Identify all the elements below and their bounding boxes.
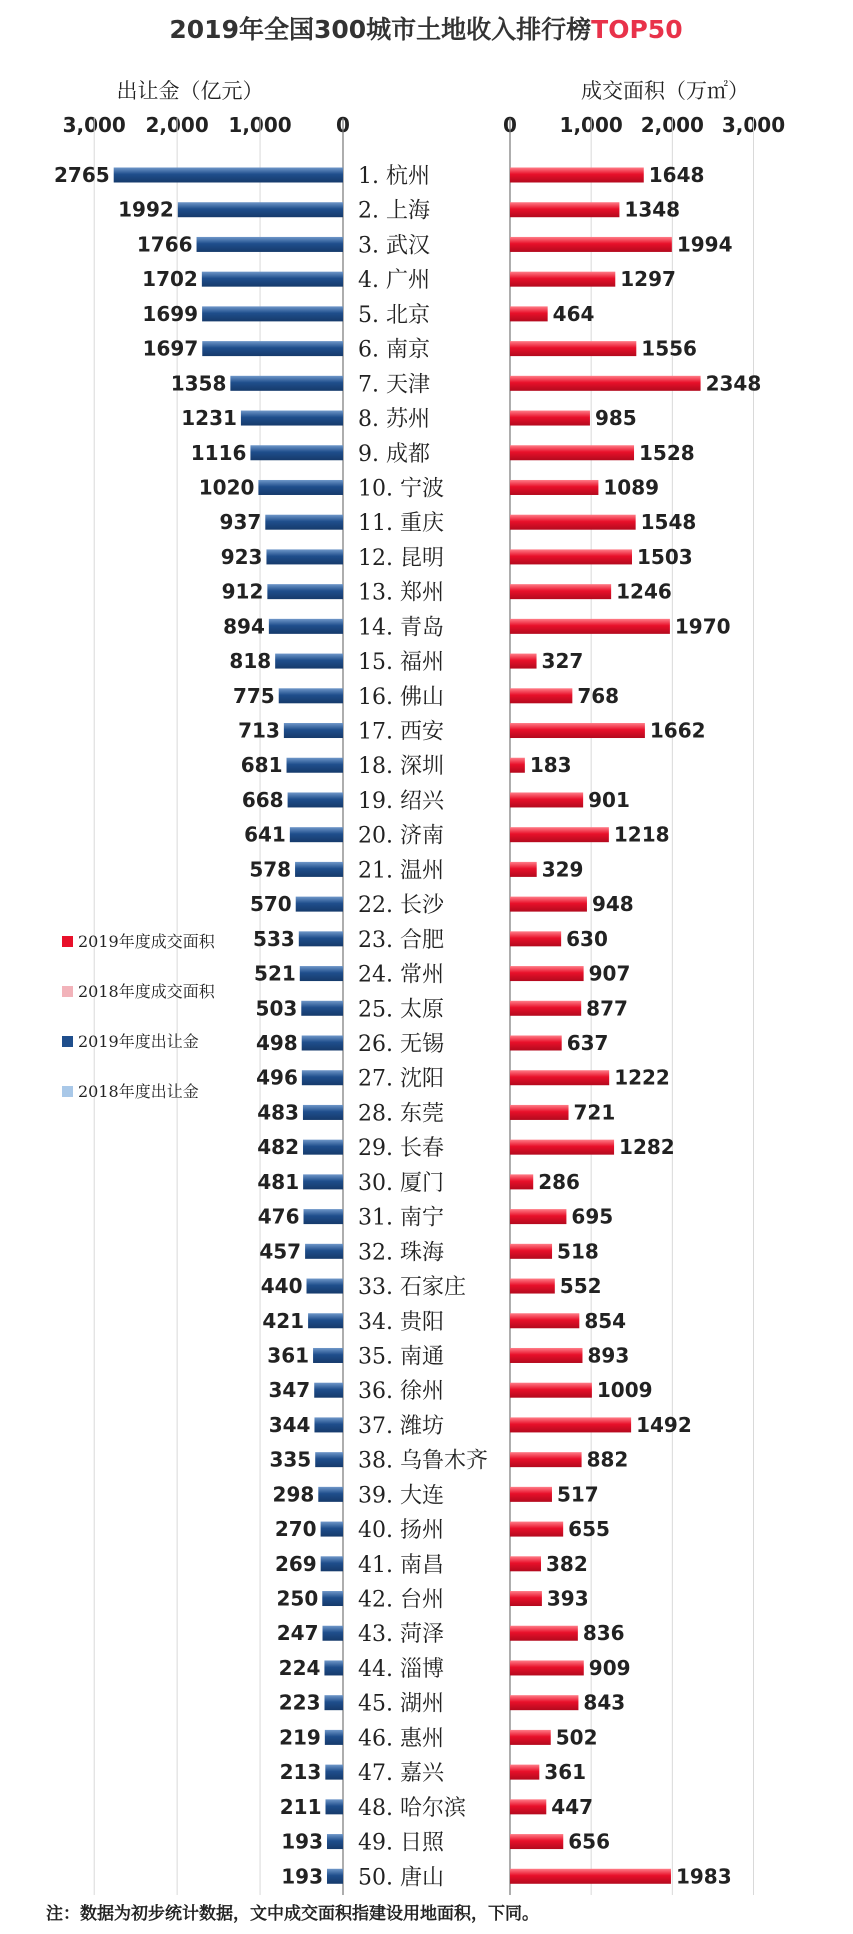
area-bar xyxy=(510,1174,533,1189)
city-label: 22. 长沙 xyxy=(358,893,444,919)
city-label: 27. 沈阳 xyxy=(358,1066,444,1092)
revenue-bar xyxy=(258,480,343,495)
city-label: 32. 珠海 xyxy=(358,1240,444,1266)
area-value-label: 768 xyxy=(577,683,620,708)
area-bar xyxy=(510,1417,631,1432)
area-value-label: 721 xyxy=(573,1100,616,1125)
city-label: 41. 南昌 xyxy=(358,1552,444,1578)
revenue-value-label: 1699 xyxy=(142,301,199,326)
revenue-bar xyxy=(304,1209,343,1224)
revenue-value-label: 498 xyxy=(255,1031,298,1055)
city-label: 13. 郑州 xyxy=(358,580,444,606)
revenue-value-label: 211 xyxy=(279,1794,322,1819)
revenue-value-label: 193 xyxy=(281,1864,323,1889)
left-axis-title: 出让金（亿元） xyxy=(116,79,264,103)
revenue-bar xyxy=(325,1695,343,1710)
revenue-bar xyxy=(300,966,343,981)
area-value-label: 1222 xyxy=(614,1065,670,1090)
city-label: 47. 嘉兴 xyxy=(358,1761,444,1787)
area-value-label: 382 xyxy=(546,1551,588,1576)
city-label: 23. 合肥 xyxy=(358,927,444,953)
revenue-bar xyxy=(250,445,343,460)
area-value-label: 1282 xyxy=(619,1135,675,1160)
revenue-value-label: 1231 xyxy=(181,406,237,431)
area-value-label: 329 xyxy=(541,857,584,882)
revenue-bar xyxy=(302,1070,343,1085)
area-bar xyxy=(510,445,634,460)
revenue-value-label: 361 xyxy=(267,1343,310,1368)
revenue-bar xyxy=(202,341,343,356)
city-label: 36. 徐州 xyxy=(358,1379,444,1405)
revenue-bar xyxy=(202,306,343,321)
revenue-value-label: 344 xyxy=(268,1412,311,1437)
area-value-label: 518 xyxy=(557,1239,599,1264)
revenue-bar xyxy=(315,1452,343,1467)
left-tick-label: 0 xyxy=(336,113,350,137)
right-axis-ticks xyxy=(503,113,785,137)
area-bar xyxy=(510,723,645,738)
right-axis-title: 成交面积（万㎡） xyxy=(581,79,749,103)
revenue-value-label: 457 xyxy=(259,1239,302,1264)
city-label: 39. 大连 xyxy=(358,1483,444,1509)
area-value-label: 1089 xyxy=(603,475,660,500)
area-bar xyxy=(510,341,636,356)
revenue-bar xyxy=(302,1036,343,1051)
area-bar xyxy=(510,758,525,773)
area-bar xyxy=(510,1487,552,1502)
city-label: 14. 青岛 xyxy=(358,615,444,641)
city-label: 50. 唐山 xyxy=(358,1865,444,1891)
revenue-bar xyxy=(318,1487,343,1502)
area-value-label: 948 xyxy=(591,892,634,917)
area-value-label: 1662 xyxy=(649,718,706,743)
area-bar xyxy=(510,1556,541,1571)
area-value-label: 901 xyxy=(588,787,630,812)
area-value-label: 637 xyxy=(566,1031,609,1055)
revenue-value-label: 482 xyxy=(257,1135,300,1160)
area-bar xyxy=(510,168,644,183)
revenue-bar xyxy=(197,237,343,252)
area-bar xyxy=(510,1799,546,1814)
area-value-label: 1348 xyxy=(624,197,681,222)
area-value-label: 1983 xyxy=(675,1864,732,1889)
legend-swatch xyxy=(62,1036,73,1047)
area-bar xyxy=(510,1730,551,1745)
area-bar xyxy=(510,1695,578,1710)
revenue-bar xyxy=(321,1522,343,1537)
city-label: 28. 东莞 xyxy=(358,1101,444,1127)
revenue-bar xyxy=(178,202,343,217)
area-bar xyxy=(510,1279,555,1294)
revenue-value-label: 1020 xyxy=(198,475,255,500)
legend xyxy=(62,932,216,1101)
revenue-value-label: 219 xyxy=(279,1725,321,1750)
revenue-value-label: 912 xyxy=(221,579,264,604)
area-value-label: 1503 xyxy=(636,544,693,569)
area-value-label: 695 xyxy=(571,1204,614,1229)
city-label: 29. 长春 xyxy=(358,1136,444,1162)
revenue-value-label: 224 xyxy=(278,1655,321,1680)
area-bar xyxy=(510,584,611,599)
revenue-bar xyxy=(114,168,343,183)
city-label: 40. 扬州 xyxy=(358,1518,444,1544)
area-value-label: 393 xyxy=(546,1586,589,1611)
revenue-value-label: 250 xyxy=(276,1586,319,1611)
area-value-label: 1548 xyxy=(640,510,697,535)
area-value-label: 1528 xyxy=(639,440,695,465)
city-label: 26. 无锡 xyxy=(358,1032,444,1057)
city-label: 11. 重庆 xyxy=(358,511,444,537)
revenue-value-label: 894 xyxy=(223,614,265,639)
area-bar xyxy=(510,1244,552,1259)
revenue-bar xyxy=(327,1869,343,1884)
area-bars xyxy=(510,163,761,1888)
chart-title-highlight: TOP50 xyxy=(591,15,683,44)
revenue-value-label: 2765 xyxy=(54,163,110,187)
area-bar xyxy=(510,1001,581,1016)
revenue-bar xyxy=(290,827,343,842)
city-label: 25. 太原 xyxy=(358,997,444,1023)
city-label: 30. 厦门 xyxy=(358,1170,444,1196)
area-value-label: 1994 xyxy=(676,232,733,257)
revenue-value-label: 521 xyxy=(254,961,296,986)
revenue-bar xyxy=(269,619,343,634)
revenue-bar xyxy=(314,1383,343,1398)
city-label: 18. 深圳 xyxy=(358,754,444,780)
revenue-value-label: 421 xyxy=(262,1308,305,1333)
revenue-value-label: 503 xyxy=(255,996,298,1021)
area-bar xyxy=(510,619,670,634)
city-label: 6. 南京 xyxy=(358,337,430,363)
revenue-bar xyxy=(325,1765,343,1780)
area-value-label: 1009 xyxy=(596,1378,653,1403)
revenue-value-label: 1116 xyxy=(190,440,247,465)
city-label: 45. 湖州 xyxy=(358,1691,444,1717)
city-label: 3. 武汉 xyxy=(358,233,430,259)
city-label: 43. 菏泽 xyxy=(358,1622,444,1648)
area-value-label: 327 xyxy=(541,649,584,674)
revenue-bar xyxy=(325,1730,343,1745)
area-value-label: 464 xyxy=(552,301,595,326)
legend-label: 2019年度出让金 xyxy=(78,1032,199,1051)
city-label: 34. 贵阳 xyxy=(358,1309,444,1335)
revenue-bar xyxy=(303,1105,343,1120)
revenue-value-label: 713 xyxy=(238,718,280,743)
revenue-bar xyxy=(321,1556,343,1571)
revenue-bar xyxy=(266,549,343,564)
right-tick-label: 0 xyxy=(503,113,517,137)
area-value-label: 1246 xyxy=(616,579,672,604)
revenue-bar xyxy=(307,1279,343,1294)
area-bar xyxy=(510,549,632,564)
revenue-bar xyxy=(313,1348,343,1363)
revenue-bar xyxy=(299,931,343,946)
area-value-label: 183 xyxy=(529,753,572,778)
revenue-bar xyxy=(314,1417,343,1432)
city-label: 33. 石家庄 xyxy=(358,1275,466,1301)
revenue-value-label: 1766 xyxy=(136,232,193,257)
footnote: 注：数据为初步统计数据，文中成交面积指建设用地面积，下同。 xyxy=(46,1904,539,1924)
revenue-value-label: 923 xyxy=(220,544,263,569)
revenue-bars xyxy=(54,163,343,1888)
revenue-value-label: 347 xyxy=(268,1378,311,1403)
area-value-label: 656 xyxy=(568,1829,610,1854)
revenue-value-label: 247 xyxy=(276,1621,319,1646)
legend-swatch xyxy=(62,936,73,947)
area-bar xyxy=(510,1765,539,1780)
area-bar xyxy=(510,1452,582,1467)
revenue-bar xyxy=(327,1834,343,1849)
revenue-bar xyxy=(265,515,343,530)
revenue-value-label: 223 xyxy=(278,1690,321,1715)
area-bar xyxy=(510,272,615,287)
city-labels xyxy=(358,164,488,1890)
area-bar xyxy=(510,827,609,842)
area-bar xyxy=(510,931,561,946)
city-label: 9. 成都 xyxy=(358,441,430,467)
right-tick-label: 1,000 xyxy=(559,113,623,137)
revenue-value-label: 213 xyxy=(279,1760,322,1785)
revenue-value-label: 335 xyxy=(269,1447,312,1472)
city-label: 46. 惠州 xyxy=(358,1726,444,1752)
revenue-bar xyxy=(241,411,343,426)
area-bar xyxy=(510,237,672,252)
revenue-value-label: 298 xyxy=(272,1482,315,1507)
area-value-label: 882 xyxy=(586,1447,629,1472)
area-bar xyxy=(510,1070,609,1085)
city-label: 31. 南宁 xyxy=(358,1205,444,1231)
chart-title-prefix: 2019年全国300城市土地收入排行榜 xyxy=(169,15,592,44)
city-label: 15. 福州 xyxy=(358,650,444,676)
area-value-label: 655 xyxy=(568,1517,610,1542)
city-label: 1. 杭州 xyxy=(358,164,430,189)
revenue-value-label: 269 xyxy=(274,1551,317,1576)
city-label: 38. 乌鲁木齐 xyxy=(358,1448,488,1474)
revenue-bar xyxy=(303,1174,343,1189)
area-bar xyxy=(510,1036,562,1051)
city-label: 16. 佛山 xyxy=(358,684,444,710)
revenue-value-label: 483 xyxy=(257,1100,299,1125)
area-bar xyxy=(510,654,537,669)
legend-swatch xyxy=(62,986,73,997)
revenue-bar xyxy=(324,1660,343,1675)
city-label: 10. 宁波 xyxy=(358,476,444,502)
legend-label: 2018年度出让金 xyxy=(78,1082,199,1101)
city-label: 37. 潍坊 xyxy=(358,1413,444,1439)
city-label: 4. 广州 xyxy=(358,268,430,294)
left-tick-label: 1,000 xyxy=(228,113,292,137)
left-tick-label: 3,000 xyxy=(62,113,126,137)
area-value-label: 893 xyxy=(587,1343,630,1368)
revenue-bar xyxy=(284,723,343,738)
right-tick-label: 3,000 xyxy=(721,113,786,137)
area-bar xyxy=(510,202,619,217)
area-bar xyxy=(510,1209,566,1224)
area-bar xyxy=(510,1140,614,1155)
city-label: 24. 常州 xyxy=(358,962,444,988)
city-label: 35. 南通 xyxy=(358,1344,444,1370)
area-value-label: 1297 xyxy=(620,267,676,292)
revenue-bar xyxy=(296,897,343,912)
area-bar xyxy=(510,1522,563,1537)
revenue-bar xyxy=(308,1313,343,1328)
legend-label: 2018年度成交面积 xyxy=(78,982,215,1001)
revenue-bar xyxy=(301,1001,343,1016)
revenue-value-label: 578 xyxy=(249,857,292,882)
area-bar xyxy=(510,1869,671,1884)
legend-label: 2019年度成交面积 xyxy=(78,932,215,951)
revenue-bar xyxy=(287,758,343,773)
revenue-value-label: 1702 xyxy=(142,267,198,292)
revenue-value-label: 937 xyxy=(219,510,262,535)
area-bar xyxy=(510,862,537,877)
revenue-bar xyxy=(267,584,343,599)
city-label: 44. 淄博 xyxy=(358,1656,444,1682)
city-label: 8. 苏州 xyxy=(358,407,430,433)
area-bar xyxy=(510,376,701,391)
area-value-label: 630 xyxy=(566,926,608,951)
revenue-value-label: 775 xyxy=(232,683,275,708)
area-value-label: 502 xyxy=(555,1725,598,1750)
area-value-label: 907 xyxy=(588,961,631,986)
city-label: 19. 绍兴 xyxy=(358,788,444,814)
revenue-bar xyxy=(288,792,343,807)
area-bar xyxy=(510,1660,584,1675)
area-bar xyxy=(510,411,590,426)
city-label: 42. 台州 xyxy=(358,1587,444,1613)
area-value-label: 447 xyxy=(551,1794,594,1819)
right-tick-label: 2,000 xyxy=(640,113,704,137)
revenue-value-label: 476 xyxy=(257,1204,300,1229)
city-label: 21. 温州 xyxy=(358,858,444,884)
area-bar xyxy=(510,792,583,807)
area-value-label: 985 xyxy=(594,406,637,431)
city-label: 12. 昆明 xyxy=(358,545,444,571)
city-label: 7. 天津 xyxy=(358,372,430,398)
area-bar xyxy=(510,1591,542,1606)
revenue-value-label: 818 xyxy=(229,649,272,674)
area-value-label: 1556 xyxy=(641,336,697,361)
area-bar xyxy=(510,688,572,703)
revenue-bar xyxy=(279,688,343,703)
revenue-value-label: 270 xyxy=(274,1517,317,1542)
city-label: 17. 西安 xyxy=(358,719,444,745)
revenue-bar xyxy=(322,1591,343,1606)
area-bar xyxy=(510,966,584,981)
area-value-label: 1492 xyxy=(636,1412,692,1437)
revenue-value-label: 481 xyxy=(257,1169,300,1194)
area-bar xyxy=(510,1383,592,1398)
revenue-value-label: 440 xyxy=(260,1274,303,1299)
revenue-bar xyxy=(202,272,343,287)
revenue-bar xyxy=(305,1244,343,1259)
area-bar xyxy=(510,1313,579,1328)
area-bar xyxy=(510,480,598,495)
area-bar xyxy=(510,1834,563,1849)
area-value-label: 517 xyxy=(556,1482,599,1507)
left-axis-ticks xyxy=(63,113,350,137)
revenue-bar xyxy=(275,654,343,669)
area-bar xyxy=(510,1626,578,1641)
area-value-label: 361 xyxy=(544,1760,587,1785)
area-bar xyxy=(510,1348,582,1363)
revenue-value-label: 681 xyxy=(240,753,283,778)
city-label: 5. 北京 xyxy=(358,302,430,328)
revenue-value-label: 496 xyxy=(256,1065,298,1090)
area-value-label: 286 xyxy=(538,1169,580,1194)
revenue-bar xyxy=(295,862,343,877)
city-label: 20. 济南 xyxy=(358,823,444,849)
city-label: 2. 上海 xyxy=(358,198,430,224)
area-value-label: 1970 xyxy=(674,614,731,639)
area-bar xyxy=(510,1105,569,1120)
revenue-value-label: 570 xyxy=(249,892,292,917)
area-value-label: 843 xyxy=(583,1690,626,1715)
revenue-bar xyxy=(303,1140,343,1155)
area-bar xyxy=(510,306,548,321)
area-value-label: 836 xyxy=(582,1621,625,1646)
revenue-bar xyxy=(323,1626,343,1641)
revenue-bar xyxy=(230,376,343,391)
revenue-value-label: 641 xyxy=(244,822,286,847)
revenue-value-label: 1358 xyxy=(170,371,227,396)
left-tick-label: 2,000 xyxy=(145,113,209,137)
revenue-value-label: 1992 xyxy=(118,197,174,222)
area-bar xyxy=(510,515,636,530)
revenue-value-label: 668 xyxy=(241,787,284,812)
city-label: 48. 哈尔滨 xyxy=(358,1795,466,1821)
area-value-label: 1218 xyxy=(613,822,670,847)
legend-swatch xyxy=(62,1086,73,1097)
area-value-label: 909 xyxy=(588,1655,631,1680)
area-value-label: 854 xyxy=(584,1308,627,1333)
chart-title xyxy=(169,15,682,44)
revenue-value-label: 533 xyxy=(253,926,295,951)
area-value-label: 877 xyxy=(586,996,628,1021)
area-bar xyxy=(510,897,587,912)
area-value-label: 2348 xyxy=(705,371,762,396)
revenue-bar xyxy=(326,1799,343,1814)
city-label: 49. 日照 xyxy=(358,1830,444,1856)
area-value-label: 1648 xyxy=(648,163,705,187)
revenue-value-label: 1697 xyxy=(142,336,199,361)
area-value-label: 552 xyxy=(559,1274,602,1299)
revenue-value-label: 193 xyxy=(281,1829,323,1854)
